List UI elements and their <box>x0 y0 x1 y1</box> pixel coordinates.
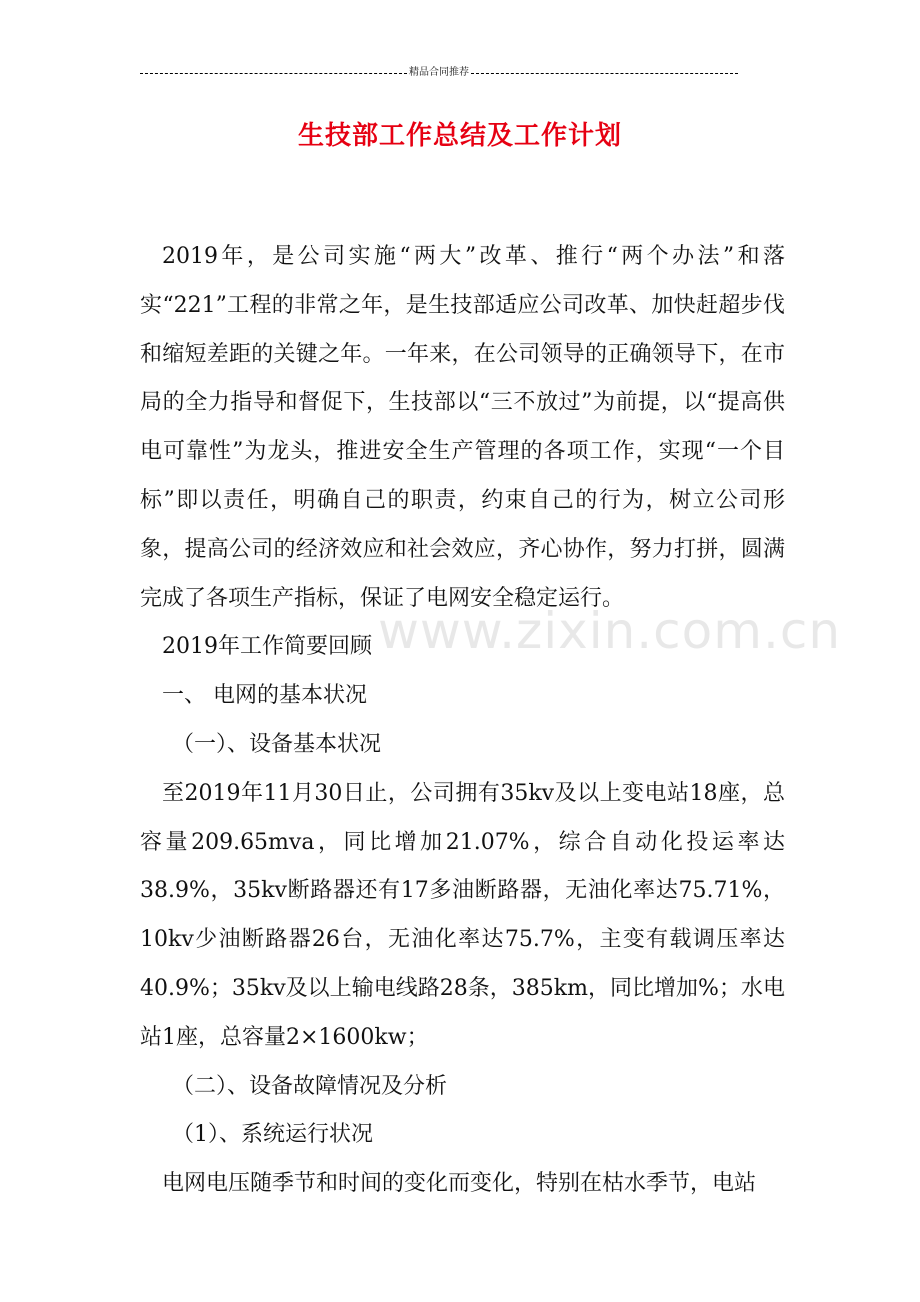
header-dash-left <box>140 73 407 74</box>
grid-paragraph: 电网电压随季节和时间的变化而变化，特别在枯水季节，电站 <box>162 1171 757 1197</box>
header-rule <box>140 66 738 80</box>
document-body <box>140 233 785 1209</box>
header-dash-right <box>471 73 738 74</box>
watermark: www.zixin.com.cn <box>378 602 842 660</box>
review-heading: 2019年工作简要回顾 <box>162 634 372 660</box>
document-title: 生技部工作总结及工作计划 <box>297 121 622 151</box>
item-heading-1: （1）、系统运行状况 <box>172 1122 373 1148</box>
subsection-heading-1: （一）、设备基本状况 <box>172 731 382 757</box>
header-label: 精品合同推荐 <box>409 67 469 78</box>
equipment-paragraph: 至2019年11月30日止，公司拥有35kv及以上变电站18座，总容量209.65mva，同比增加21.07%，综合自动化投运率达38.9%，35kv断路器还有17多油断路器，无油化率达75.71%，10kv少油断路器26台，无油化率达75.7%，主变有载调压率达40.9%；35kv及以上输电线路28条，385km，同比增加%；水电站1座，总容量2×1600kw； <box>140 780 785 1050</box>
intro-paragraph: 2019年，是公司实施“两大”改革、推行“两个办法”和落实“221”工程的非常之年，是生技部适应公司改革、加快赶超步伐和缩短差距的关键之年。一年来，在公司领导的正确领导下，在市局的全力指导和督促下，生技部以“三不放过”为前提，以“提高供电可靠性”为龙头，推进安全生产管理的各项工作，实现“一个目标”即以责任，明确自己的职责，约束自己的行为，树立公司形象，提高公司的经济效应和社会效应，齐心协作，努力打拼，圆满完成了各项生产指标，保证了电网安全稳定运行。 <box>140 244 785 611</box>
subsection-heading-2: （二）、设备故障情况及分析 <box>172 1073 448 1099</box>
section-heading-1: 一、 电网的基本状况 <box>162 683 367 709</box>
